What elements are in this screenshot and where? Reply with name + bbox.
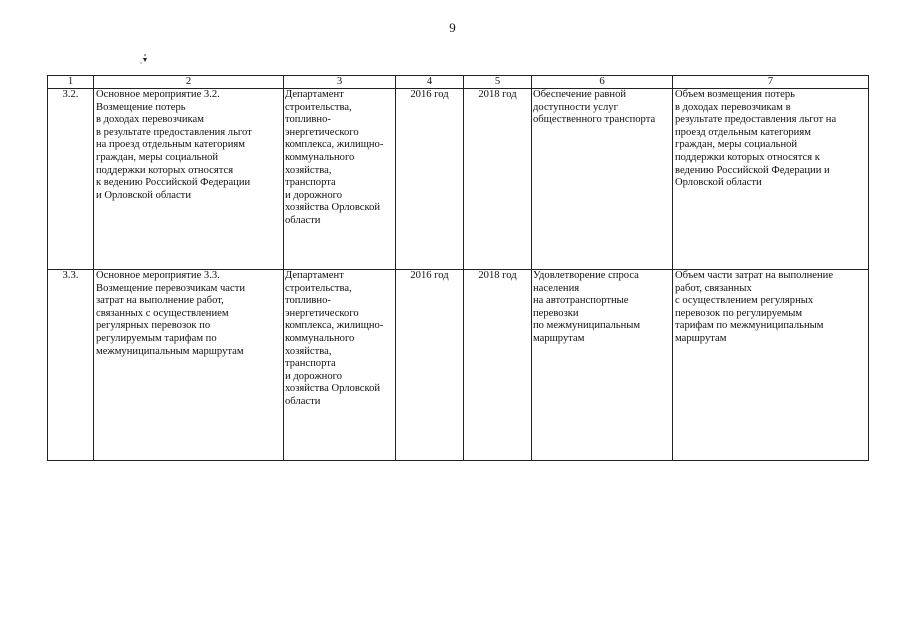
column-header-2: 2 <box>94 76 284 89</box>
expected-result: Обеспечение равной доступности услуг общественного транспорта <box>532 89 673 270</box>
page-number: 9 <box>449 20 456 35</box>
row-number: 3.2. <box>48 89 94 270</box>
column-header-7: 7 <box>673 76 869 89</box>
scan-specks-decoration <box>134 51 154 71</box>
target-indicator: Объем возмещения потерь в доходах перевозчикам в результате предоставления льгот на проезд отдельным категориям граждан, меры социальной поддержки которых относятся к ведению Российской Федерации и Орловской области <box>673 89 869 270</box>
executor: Департамент строительства, топливно- энергетического комплекса, жилищно- коммунального хозяйства, транспорта и дорожного хозяйства Орловской области <box>284 89 396 270</box>
start-year: 2016 год <box>396 270 464 461</box>
end-year: 2018 год <box>464 89 532 270</box>
program-activities-table <box>47 75 869 461</box>
table-row <box>48 89 869 270</box>
column-header-6: 6 <box>532 76 673 89</box>
start-year: 2016 год <box>396 89 464 270</box>
event-description: Основное мероприятие 3.3. Возмещение перевозчикам части затрат на выполнение работ, связанных с осуществлением регулярных перевозок по регулируемым тарифам по межмуниципальным маршрутам <box>94 270 284 461</box>
column-header-3: 3 <box>284 76 396 89</box>
column-header-1: 1 <box>48 76 94 89</box>
row-number: 3.3. <box>48 270 94 461</box>
header-row <box>48 76 869 89</box>
event-description: Основное мероприятие 3.2. Возмещение потерь в доходах перевозчикам в результате предоставления льгот на проезд отдельным категориям граждан, меры социальной поддержки которых относятся к ведению Российской Федерации и Орловской области <box>94 89 284 270</box>
target-indicator: Объем части затрат на выполнение работ, связанных с осуществлением регулярных перевозок по регулируемым тарифам по межмуниципальным маршрутам <box>673 270 869 461</box>
expected-result: Удовлетворение спроса населения на автотранспортные перевозки по межмуниципальным маршрутам <box>532 270 673 461</box>
table-row <box>48 270 869 461</box>
executor: Департамент строительства, топливно- энергетического комплекса, жилищно- коммунального хозяйства, транспорта и дорожного хозяйства Орловской области <box>284 270 396 461</box>
column-header-5: 5 <box>464 76 532 89</box>
column-header-4: 4 <box>396 76 464 89</box>
end-year: 2018 год <box>464 270 532 461</box>
